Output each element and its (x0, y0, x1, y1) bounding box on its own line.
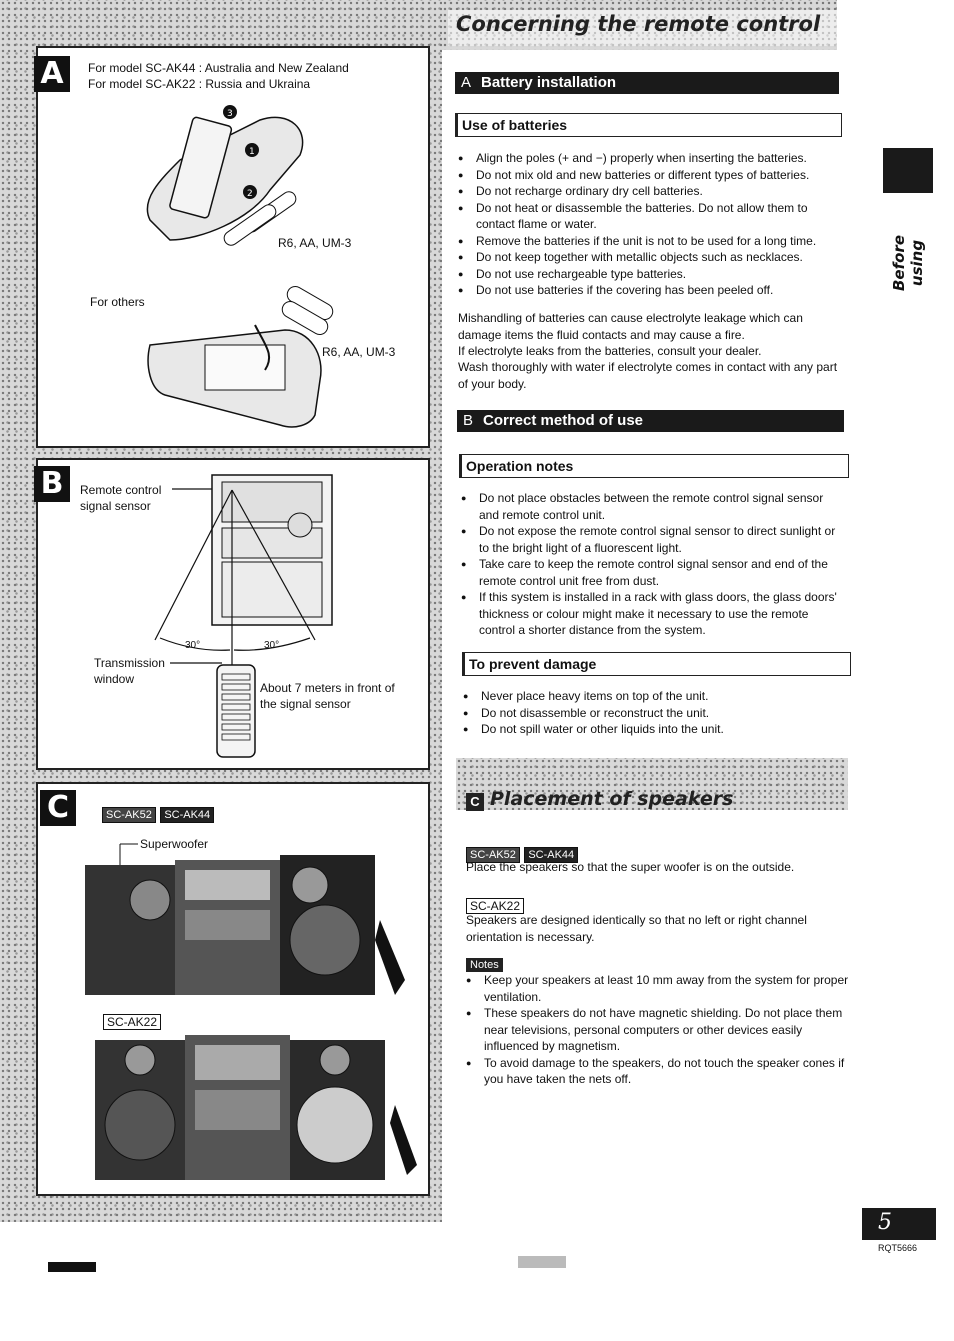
panel-c-badge: C (40, 790, 76, 826)
panel-a-model-line1: For model SC-AK44 : Australia and New Zealand (88, 61, 349, 75)
placement-text-1: Place the speakers so that the super woofer is on the outside. (466, 860, 795, 874)
operation-bullet: ● Do not expose the remote control signal sensor to direct sunlight or to the bright light of a fluorescent light. (461, 523, 846, 556)
damage-bullet: ● Do not disassemble or reconstruct the unit. (463, 705, 846, 722)
side-tab-block (883, 148, 933, 193)
battery-bullet: ● Remove the batteries if the unit is not to be used for a long time. (458, 233, 844, 250)
section-b-title: Correct method of use (483, 412, 644, 429)
tag-sc-ak22: SC-AK22 (103, 1014, 161, 1030)
speakers-photo-ak52-ak44 (80, 850, 420, 1000)
angle-left-label: 30° (185, 640, 201, 651)
transmission-label-line1: Transmission (94, 656, 165, 670)
prevent-damage-subhead: To prevent damage (462, 652, 851, 676)
sensor-label-line2: signal sensor (80, 499, 151, 513)
distance-label-line2: the signal sensor (260, 697, 351, 711)
remote-battery-illustration-2 (145, 285, 345, 435)
remote-control-illustration (170, 660, 260, 760)
svg-text:2: 2 (247, 189, 253, 199)
operation-bullet: ● Do not place obstacles between the remote control signal sensor and remote control unit. (461, 490, 846, 523)
angle-right-label: 30° (264, 640, 280, 651)
prevent-damage-bullets (463, 688, 846, 738)
battery-bullet: ● Do not recharge ordinary dry cell batteries. (458, 183, 844, 200)
section-c-title: Placement of speakers (490, 788, 734, 810)
operation-notes-subhead: Operation notes (459, 454, 849, 478)
stereo-sensor-diagram (150, 470, 340, 670)
battery-bullet: ● Do not use batteries if the covering has been peeled off. (458, 282, 844, 299)
section-c-tag-ak44: SC-AK44 (524, 847, 578, 863)
tag-sc-ak52: SC-AK52 (102, 807, 156, 823)
section-c-tag-ak52: SC-AK52 (466, 847, 520, 863)
page-number: 5 (878, 1210, 892, 1235)
mishandling-paragraph: Mishandling of batteries can cause electrolyte leakage which can damage items the fluid contacts and may cause a fire. (458, 311, 803, 342)
notes-label: Notes (466, 958, 503, 972)
operation-bullet: ● If this system is installed in a rack with glass doors, the glass doors' thickness or colour might make it necessary to use the remote control a shorter distance from the system. (461, 589, 846, 639)
section-a-title: Battery installation (481, 74, 617, 91)
notes-bullets (466, 972, 850, 1088)
battery-bullet: ● Do not mix old and new batteries or different types of batteries. (458, 167, 844, 184)
sensor-label-line1: Remote control (80, 483, 162, 497)
transmission-label-line2: window (94, 672, 135, 686)
panel-a-model-line2: For model SC-AK22 : Russia and Ukraina (88, 77, 311, 91)
footer-bar (48, 1262, 96, 1272)
page-number-box (862, 1208, 936, 1240)
panel-b-badge: B (34, 466, 70, 502)
wash-paragraph: Wash thoroughly with water if electrolyte comes in contact with any part of your body. (458, 360, 838, 391)
placement-text-2: Speakers are designed identically so that no left or right channel orientation is necessary. (466, 913, 807, 944)
tag-sc-ak44: SC-AK44 (160, 807, 214, 823)
side-tab-label: Before using (890, 235, 926, 292)
electrolyte-paragraph: If electrolyte leaks from the batteries, consult your dealer. (458, 344, 762, 358)
battery-label-2: R6, AA, UM-3 (322, 345, 396, 359)
svg-text:1: 1 (249, 147, 255, 157)
section-a-bullets (458, 150, 844, 299)
doc-code: RQT5666 (878, 1243, 918, 1253)
section-c-tag-ak22: SC-AK22 (466, 898, 524, 914)
page-title: Concerning the remote control (456, 12, 821, 36)
footer-smudge (518, 1256, 566, 1268)
operation-notes-bullets (461, 490, 846, 639)
battery-bullet: ● Do not keep together with metallic objects such as necklaces. (458, 249, 844, 266)
for-others-label: For others (90, 295, 145, 309)
section-b-letter: B (463, 412, 474, 429)
battery-bullet: ● Do not heat or disassemble the batteries. Do not allow them to contact flame or water. (458, 200, 844, 233)
panel-a-badge: A (34, 56, 70, 92)
panel-c-tags (102, 805, 214, 823)
speakers-photo-ak22 (95, 1035, 425, 1180)
operation-bullet: ● Take care to keep the remote control signal sensor and end of the remote control unit free from dust. (461, 556, 846, 589)
note-bullet: ● To avoid damage to the speakers, do not touch the speaker cones if you have taken the nets off. (466, 1055, 850, 1088)
damage-bullet: ● Do not spill water or other liquids into the unit. (463, 721, 846, 738)
tag-sc-ak22-box (103, 1013, 161, 1031)
section-b-title-bar (457, 410, 844, 432)
battery-label-1: R6, AA, UM-3 (278, 236, 352, 250)
damage-bullet: ● Never place heavy items on top of the unit. (463, 688, 846, 705)
note-bullet: ● These speakers do not have magnetic shielding. Do not place them near televisions, personal computers or other devices easily influenced by magnetism. (466, 1005, 850, 1055)
svg-text:3: 3 (227, 109, 233, 119)
section-a-letter: A (461, 74, 472, 91)
battery-bullet: ● Align the poles (+ and −) properly when inserting the batteries. (458, 150, 844, 167)
section-c-letter-box: C (466, 793, 484, 811)
battery-bullet: ● Do not use rechargeable type batteries. (458, 266, 844, 283)
note-bullet: ● Keep your speakers at least 10 mm away from the system for proper ventilation. (466, 972, 850, 1005)
section-a-subhead: Use of batteries (455, 113, 842, 137)
section-a-title-bar (455, 72, 839, 94)
superwoofer-label: Superwoofer (140, 837, 209, 851)
distance-label-line1: About 7 meters in front of (260, 681, 395, 695)
